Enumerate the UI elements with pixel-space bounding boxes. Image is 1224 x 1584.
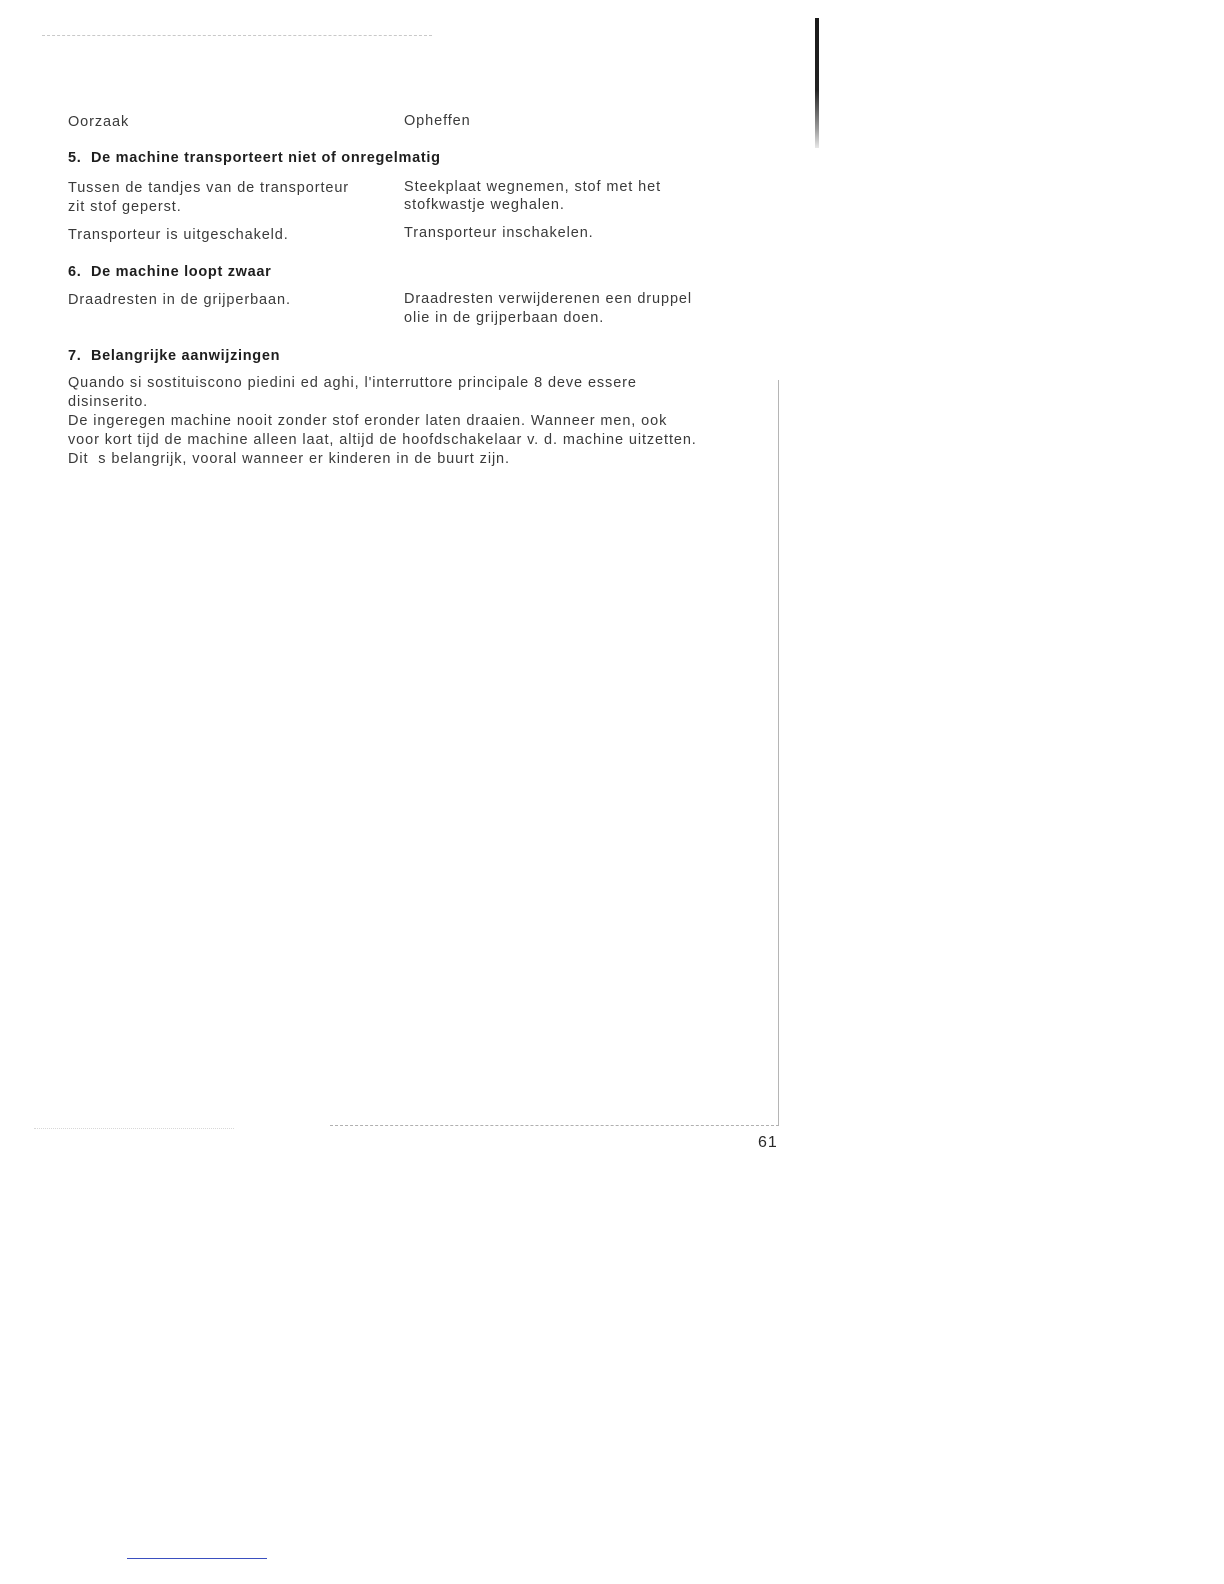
cause-text: Transporteur is uitgeschakeld. [68,227,289,243]
note-line: Quando si sostituiscono piedini ed aghi, l'interruttore principale 8 deve essere [68,375,637,391]
page-number: 61 [758,1134,778,1151]
cause-text: zit stof geperst. [68,199,182,215]
cause-text: Draadresten in de grijperbaan. [68,292,291,308]
note-line: disinserito. [68,394,149,410]
scan-artifact-bar [815,18,819,148]
note-line: Dit s belangrijk, vooral wanneer er kinderen in de buurt zijn. [68,451,510,467]
remedy-text: stofkwastje weghalen. [404,197,565,213]
page-frame-bottom [330,1125,779,1126]
remedy-text: olie in de grijperbaan doen. [404,310,605,326]
page-frame-right [778,380,779,1125]
section-heading-5: 5. De machine transporteert niet of onregelmatig [68,150,441,166]
column-header-cause: Oorzaak [68,114,130,130]
page-frame-bottom-left [34,1128,234,1129]
remedy-text: Steekplaat wegnemen, stof met het [404,179,661,195]
remedy-text: Draadresten verwijderenen een druppel [404,291,693,307]
note-line: voor kort tijd de machine alleen laat, altijd de hoofdschakelaar v. d. machine uitzetten. [68,432,697,448]
section-heading-6: 6. De machine loopt zwaar [68,264,272,280]
section-heading-7: 7. Belangrijke aanwijzingen [68,348,281,364]
bottom-rule [127,1558,267,1559]
scan-artifact-rule [42,35,432,36]
cause-text: Tussen de tandjes van de transporteur [68,180,350,196]
remedy-text: Transporteur inschakelen. [404,225,594,241]
note-line: De ingeregen machine nooit zonder stof eronder laten draaien. Wanneer men, ook [68,413,668,429]
important-notes-paragraph [68,374,768,469]
column-header-remedy: Opheffen [404,113,471,129]
